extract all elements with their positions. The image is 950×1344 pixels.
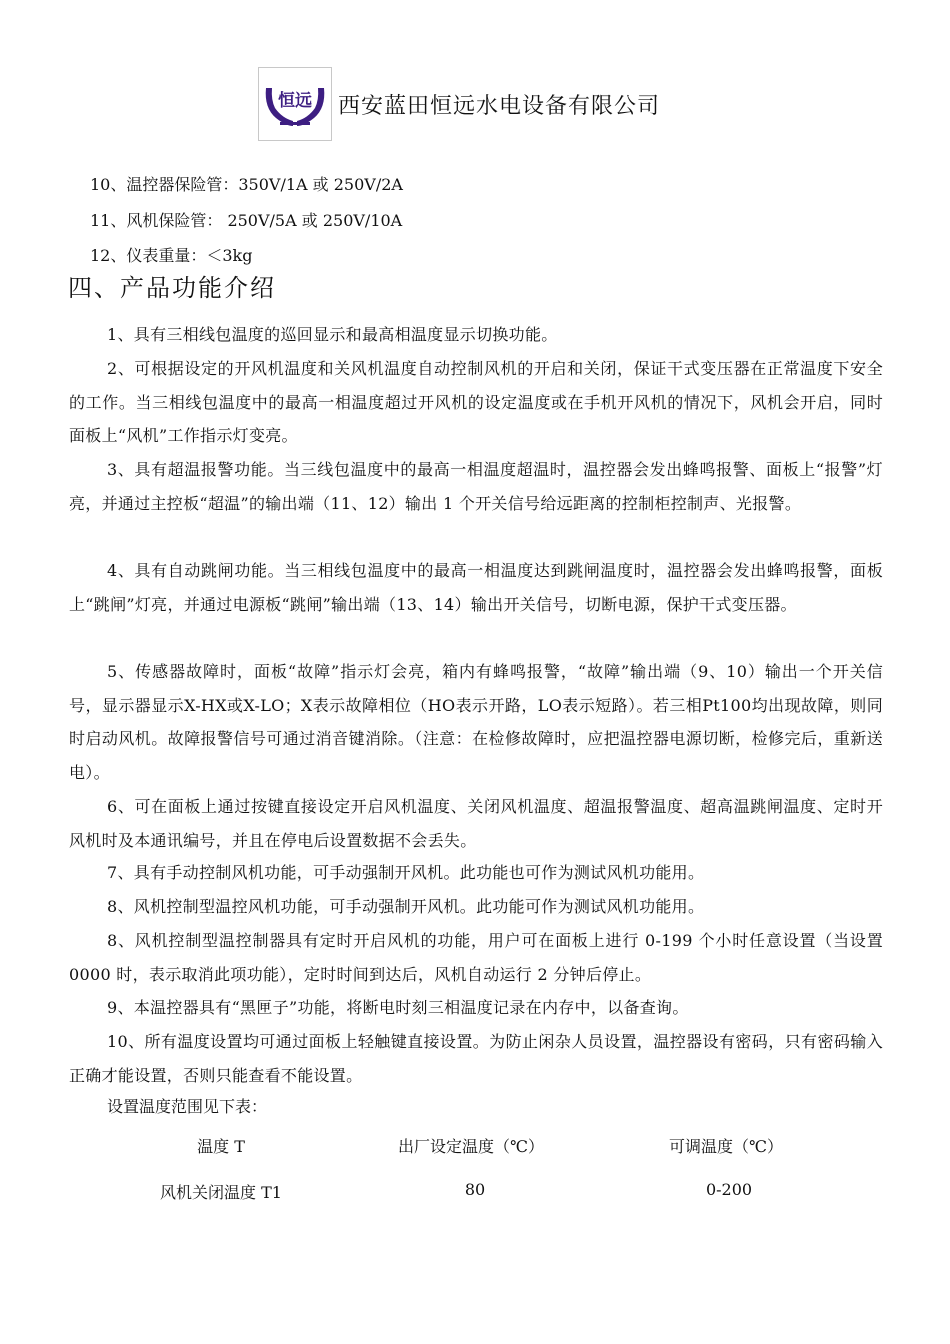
spec-fuse-fan: 11、风机保险管： 250V/5A 或 250V/10A	[90, 211, 403, 230]
table-cell: 80	[464, 1180, 486, 1199]
feature-paragraph: 9、本温控器具有“黑匣子”功能，将断电时刻三相温度记录在内存中，以备查询。	[107, 998, 689, 1017]
table-header-cell: 出厂设定温度（℃）	[398, 1137, 544, 1156]
table-cell: 0-200	[705, 1180, 753, 1199]
logo-hands-icon	[262, 74, 328, 134]
feature-paragraph: 2、可根据设定的开风机温度和关风机温度自动控制风机的开启和关闭，保证干式变压器在正常温度下安全的工作。当三相线包温度中的最高一相温度超过开风机的设定温度或在手机开风机的情况下，风机会开启，同时面板上“风机”工作指示灯变亮。	[69, 359, 883, 445]
logo-text: 恒远	[278, 91, 312, 111]
spec-fuse-controller: 10、温控器保险管：350V/1A 或 250V/2A	[90, 175, 403, 194]
feature-paragraph: 10、所有温度设置均可通过面板上轻触键直接设置。为防止闲杂人员设置，温控器设有密码，只有密码输入正确才能设置，否则只能查看不能设置。	[69, 1032, 883, 1085]
table-row	[0, 1180, 950, 1210]
feature-paragraph: 3、具有超温报警功能。当三线包温度中的最高一相温度超温时，温控器会发出蜂鸣报警、面板上“报警”灯亮，并通过主控板“超温”的输出端（11、12）输出 1 个开关信号给远距离的控制柜控制声、光报警。	[69, 460, 883, 513]
spec-weight: 12、仪表重量：＜3kg	[90, 246, 253, 265]
feature-paragraph: 5、传感器故障时，面板“故障”指示灯会亮，箱内有蜂鸣报警，“故障”输出端（9、10）输出一个开关信号，显示器显示X-HX或X-LO；X表示故障相位（HO表示开路，LO表示短路）。若三相Pt100均出现故障，则同时启动风机。故障报警信号可通过消音键消除。（注意：在检修故障时，应把温控器电源切断，检修完后，重新送电）。	[69, 662, 883, 782]
table-header-cell: 可调温度（℃）	[669, 1137, 783, 1156]
feature-paragraph: 8、风机控制型温控风机功能，可手动强制开风机。此功能可作为测试风机功能用。	[107, 897, 705, 916]
page-header	[258, 66, 660, 142]
feature-paragraph: 4、具有自动跳闸功能。当三相线包温度中的最高一相温度达到跳闸温度时，温控器会发出蜂鸣报警，面板上“跳闸”灯亮，并通过电源板“跳闸”输出端（13、14）输出开关信号，切断电源，保护干式变压器。	[69, 561, 883, 614]
table-header-cell: 温度 T	[197, 1137, 245, 1156]
feature-paragraph: 7、具有手动控制风机功能，可手动强制开风机。此功能也可作为测试风机功能用。	[107, 863, 705, 882]
feature-paragraph: 1、具有三相线包温度的巡回显示和最高相温度显示切换功能。	[107, 325, 558, 344]
table-note: 设置温度范围见下表：	[107, 1097, 268, 1116]
table-cell: 风机关闭温度 T1	[160, 1183, 282, 1202]
section-title: 四、产品功能介绍	[68, 274, 276, 302]
table-header-row	[0, 1134, 950, 1164]
feature-paragraph: 6、可在面板上通过按键直接设定开启风机温度、关闭风机温度、超温报警温度、超高温跳闸温度、定时开风机时及本通讯编号，并且在停电后设置数据不会丢失。	[69, 797, 883, 850]
company-logo	[258, 67, 332, 141]
company-name: 西安蓝田恒远水电设备有限公司	[338, 93, 661, 119]
feature-paragraph: 8、风机控制型温控制器具有定时开启风机的功能，用户可在面板上进行 0-199 个小时任意设置（当设置 0000 时，表示取消此项功能），定时时间到达后，风机自动运行 2 分钟后停止。	[69, 931, 883, 984]
